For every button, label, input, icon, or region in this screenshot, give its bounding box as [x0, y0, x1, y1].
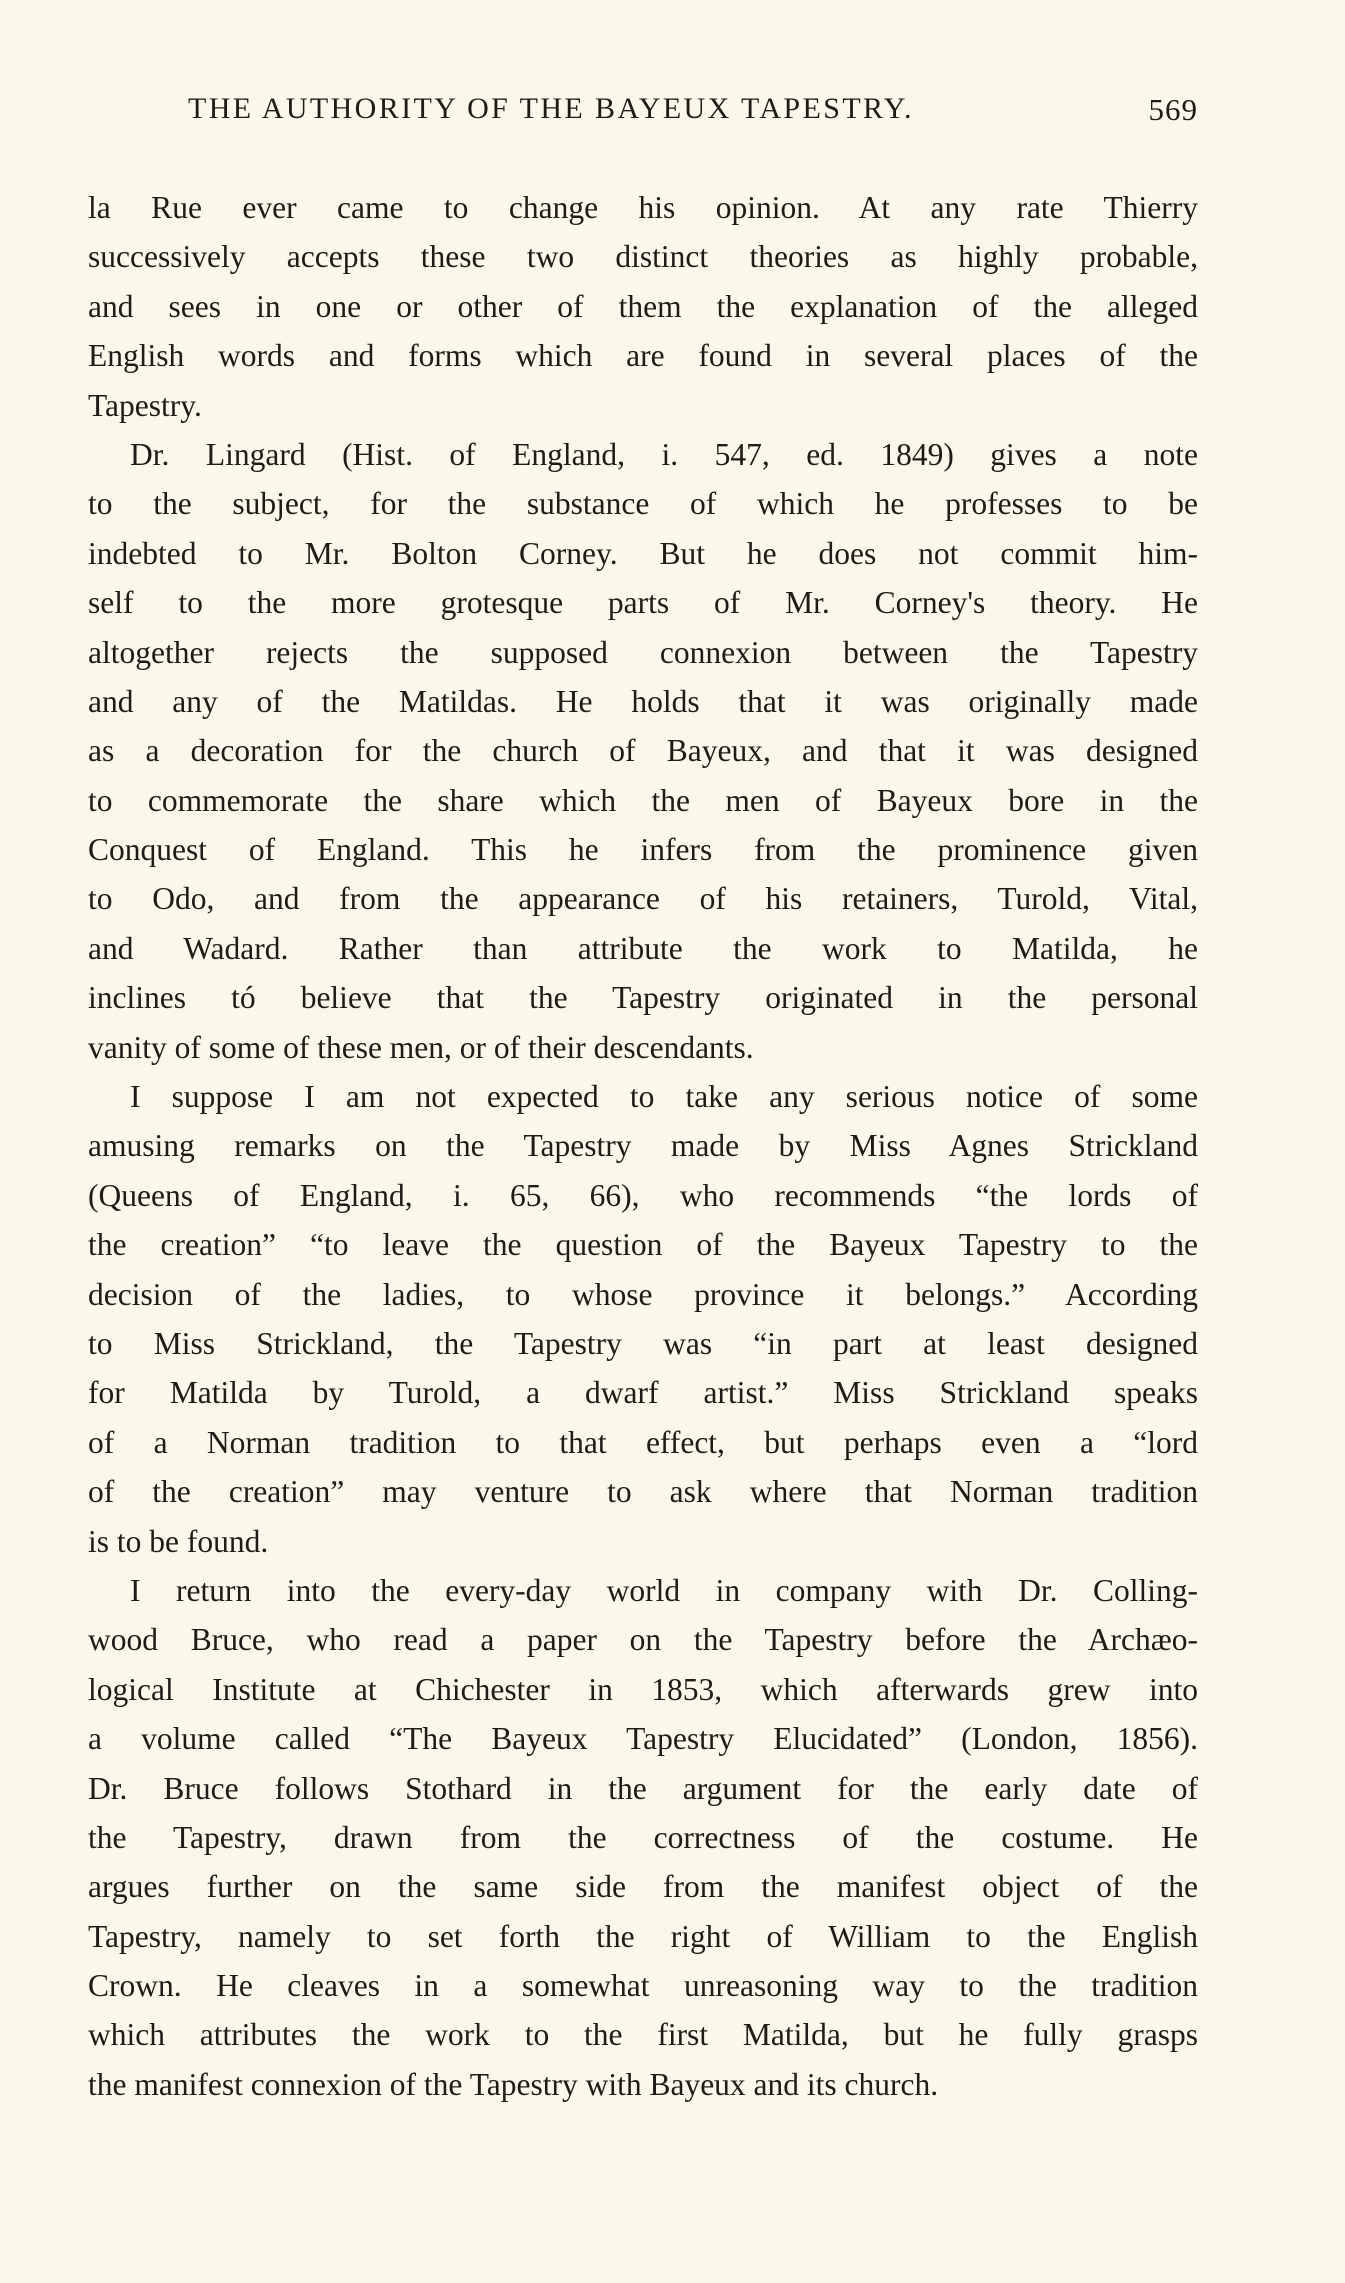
text-line: to commemorate the share which the men of Bayeux bore in the [88, 782, 1198, 818]
body-text [88, 183, 1198, 2109]
text-line: and any of the Matildas. He holds that it was originally made [88, 683, 1198, 719]
text-line: to Odo, and from the appearance of his retainers, Turold, Vital, [88, 881, 1198, 917]
text-line: I return into the every-day world in company with Dr. Colling- [130, 1572, 1198, 1608]
text-line: la Rue ever came to change his opinion. At any rate Thierry [88, 190, 1198, 225]
running-title: THE AUTHORITY OF THE BAYEUX TAPESTRY. [188, 92, 914, 125]
paragraph [88, 1072, 1198, 1566]
text-line: and Wadard. Rather than attribute the work to Matilda, he [88, 930, 1198, 966]
text-line: Dr. Lingard (Hist. of England, i. 547, ed. 1849) gives a note [130, 436, 1198, 472]
text-line: the creation” “to leave the question of the Bayeux Tapestry to the [88, 1227, 1198, 1263]
text-line: argues further on the same side from the manifest object of the [88, 1869, 1198, 1905]
text-line: inclines tó believe that the Tapestry originated in the personal [88, 980, 1198, 1016]
page-number: 569 [1148, 92, 1198, 127]
text-line: which attributes the work to the first Matilda, but he fully grasps [88, 2017, 1198, 2053]
running-header [88, 92, 1198, 142]
text-line: logical Institute at Chichester in 1853, which afterwards grew into [88, 1671, 1198, 1707]
text-line: self to the more grotesque parts of Mr. Corney's theory. He [88, 585, 1198, 621]
paragraph [88, 1566, 1198, 2109]
text-line: altogether rejects the supposed connexion between the Tapestry [88, 634, 1198, 670]
text-line: indebted to Mr. Bolton Corney. But he does not commit him- [88, 535, 1198, 571]
text-line: I suppose I am not expected to take any serious notice of some [130, 1079, 1198, 1115]
text-line: to the subject, for the substance of which he professes to be [88, 486, 1198, 522]
text-line: of the creation” may venture to ask where that Norman tradition [88, 1474, 1198, 1510]
text-line: decision of the ladies, to whose province it belongs.” According [88, 1276, 1198, 1312]
text-line: wood Bruce, who read a paper on the Tapestry before the Archæo- [88, 1622, 1198, 1658]
text-line: a volume called “The Bayeux Tapestry Elucidated” (London, 1856). [88, 1721, 1198, 1757]
text-line: is to be found. [88, 1523, 269, 1559]
text-line: as a decoration for the church of Bayeux, and that it was designed [88, 733, 1198, 769]
text-line: (Queens of England, i. 65, 66), who recommends “the lords of [88, 1177, 1198, 1213]
text-line: Tapestry, namely to set forth the right of William to the English [88, 1918, 1198, 1954]
text-line: vanity of some of these men, or of their descendants. [88, 1029, 754, 1065]
text-line: Tapestry. [88, 387, 202, 423]
text-line: Crown. He cleaves in a somewhat unreasoning way to the tradition [88, 1968, 1198, 2004]
text-line: to Miss Strickland, the Tapestry was “in part at least designed [88, 1325, 1198, 1361]
text-line: the Tapestry, drawn from the correctness of the costume. He [88, 1819, 1198, 1855]
text-line: English words and forms which are found in several places of the [88, 338, 1198, 374]
text-line: the manifest connexion of the Tapestry with Bayeux and its church. [88, 2066, 939, 2102]
text-line: successively accepts these two distinct theories as highly probable, [88, 239, 1198, 275]
text-line: amusing remarks on the Tapestry made by Miss Agnes Strickland [88, 1128, 1198, 1164]
text-line: of a Norman tradition to that effect, but perhaps even a “lord [88, 1424, 1198, 1460]
paragraph [88, 183, 1198, 430]
text-line: Dr. Bruce follows Stothard in the argument for the early date of [88, 1770, 1198, 1806]
text-line: Conquest of England. This he infers from the prominence given [88, 832, 1198, 868]
paragraph [88, 430, 1198, 1072]
text-line: for Matilda by Turold, a dwarf artist.” Miss Strickland speaks [88, 1375, 1198, 1411]
text-line: and sees in one or other of them the explanation of the alleged [88, 288, 1198, 324]
